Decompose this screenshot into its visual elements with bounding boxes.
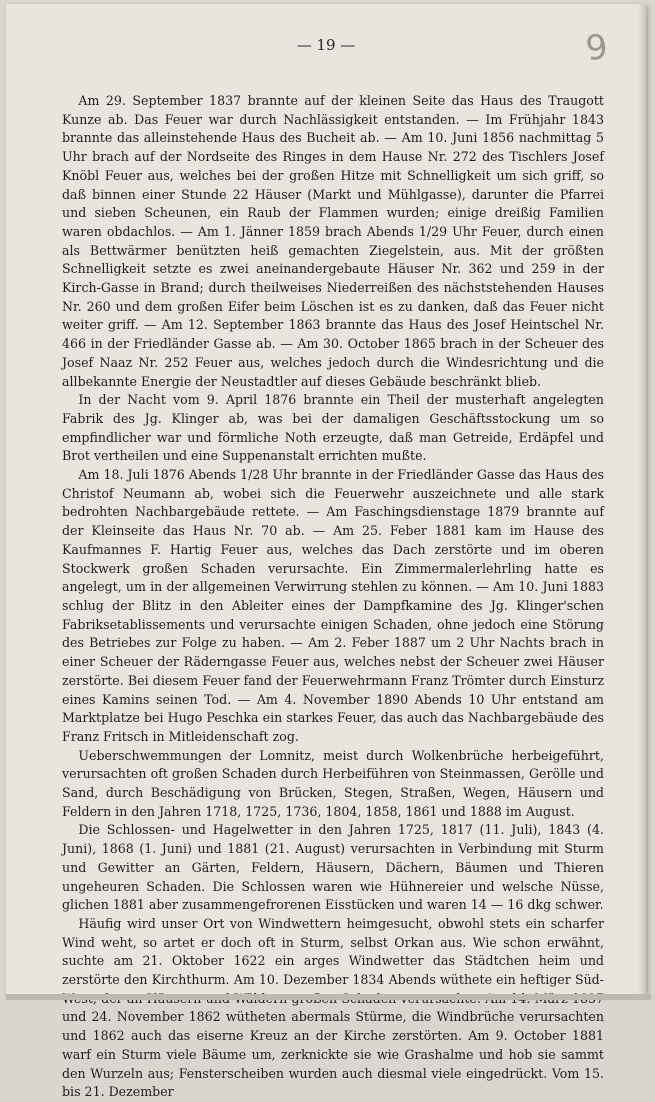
page-number: — 19 — <box>296 36 356 54</box>
paragraph: Am 18. Juli 1876 Abends 1/28 Uhr brannte in der Friedländer Gasse das Haus des Christof Neumann ab, wobei sich die Feuerwehr auszeichnete und alle stark bedrohten Nachbargebäude rettete. — Am Faschingsdienstage 1879 brannte auf der Kleinseite das Haus Nr. 70 ab. — Am 25. Feber 1881 kam im Hause des Kaufmannes F. Hartig Feuer aus, welches das Dach zerstörte und im oberen Stockwerk großen Schaden verursachte. Ein Zimmermalerlehrling hatte es angelegt, um in der allgemeinen Verwirrung stehlen zu können. — Am 10. Juni 1883 schlug der Blitz in den Ableiter eines der Dampfkamine des Jg. Klinger'schen Fabriksetablissements und verursachte einigen Schaden, ohne jedoch eine Störung des Betriebes zur Folge zu haben. — Am 2. Feber 1887 um 2 Uhr Nachts brach in einer Scheuer der Räderngasse Feuer aus, welches nebst der Scheuer zwei Häuser zerstörte. Bei diesem Feuer fand der Feuerwehrmann Franz Trömter durch Einsturz eines Kamins seinen Tod. — Am 4. November 1890 Abends 10 Uhr entstand am Marktplatze bei Hugo Peschka ein starkes Feuer, das auch das Nachbargebäude des Franz Fritsch in Mitleidenschaft zog. <box>62 467 604 744</box>
paragraph: Die Schlossen- und Hagelwetter in den Jahren 1725, 1817 (11. Juli), 1843 (4. Juni), 1868 (1. Juni) und 1881 (21. August) verursachten in Verbindung mit Sturm und Gewitter an Gärten, Feldern, Häusern, Dächern, Bäumen und Thieren ungeheuren Schaden. Die Schlossen waren wie Hühnereier und welsche Nüsse, glichen 1881 aber zusammengefrorenen Eisstücken und waren 14 — 16 dkg schwer. <box>62 822 604 913</box>
page-edge <box>6 994 651 1000</box>
body-text <box>62 92 604 1102</box>
pencil-page-mark: 9 <box>583 26 611 70</box>
paragraph: Häufig wird unser Ort von Windwettern heimgesucht, obwohl stets ein scharfer Wind weht, so artet er doch oft in Sturm, selbst Orkan aus. Wie schon erwähnt, suchte am 21. Oktober 1622 ein arges Windwetter das Städtchen heim und zerstörte den Kirchthurm. Am 10. Dezember 1834 Abends wüthete ein heftiger Süd- und 24. November 1862 wütheten abermals Stürme, die Windbrüche verursachten und 1862 auch das eiserne Kreuz an der Kirche zerstörten. Am 9. October 1881 warf ein Sturm viele Bäume um, zerknickte sie wie Grashalme und hob sie sammt den Wurzeln aus; Fensterscheiben wurden auch diesmal viele eingedrückt. Vom 15. bis 21. Dezember <box>62 915 604 1100</box>
paragraph: In der Nacht vom 9. April 1876 brannte ein Theil der musterhaft angelegten Fabrik des Jg. Klinger ab, was bei der damaligen Geschäftsstockung um so empfindlicher war und förmliche Noth erzeugte, daß man Getreide, Erdäpfel und Brot vertheilen und eine Suppenanstalt errichten mußte. <box>62 392 604 464</box>
book-page <box>6 4 646 1100</box>
paragraph: Ueberschwemmungen der Lomnitz, meist durch Wolkenbrüche herbeigeführt, verursachten oft großen Schaden durch Herbeiführen von Steinmassen, Gerölle und Sand, durch Beschädigung von Brücken, Stegen, Straßen, Wegen, Häusern und Feldern in den Jahren 1718, 1725, 1736, 1804, 1858, 1861 und 1888 im August. <box>62 747 604 819</box>
page-gutter-shadow <box>638 4 646 994</box>
paragraph: Am 29. September 1837 brannte auf der kleinen Seite das Haus des Traugott Kunze ab. Das Feuer war durch Nachlässigkeit entstanden. — Im Frühjahr 1843 brannte das alleinstehende Haus des Bucheit ab. — Am 10. Juni 1856 nachmittag 5 Uhr brach auf der Nordseite des Ringes in dem Hause Nr. 272 des Tischlers Josef Knöbl Feuer aus, welches bei der großen Hitze mit Schnelligkeit um sich griff, so daß binnen einer Stunde 22 Häuser (Markt und Mühlgasse), darunter die Pfarrei und sieben Scheunen, ein Raub der Flammen wurden; einige dreißig Familien waren obdachlos. — Am 1. Jänner 1859 brach Abends 1/29 Uhr Feuer, durch einen als Bettwärmer benützten heiß gemachten Ziegelstein, aus. Mit der größten Schnelligkeit setzte es zwei aneinandergebaute Häuser Nr. 362 und 259 in der Kirch-Gasse in Brand; durch theilweises Niederreißen des nächststehenden Hauses Nr. 260 und dem großen Eifer beim Löschen ist es zu danken, daß das Feuer nicht weiter griff. — Am 12. September 1863 brannte das Haus des Josef Heintschel Nr. 466 in der Friedländer Gasse ab. — Am 30. October 1865 brach in der Scheuer des Josef Naaz Nr. 252 Feuer aus, welches jedoch durch die Windesrichtung und die allbekannte Energie der Neustadtler auf dieses Gebäude beschränkt blieb. <box>62 93 604 389</box>
